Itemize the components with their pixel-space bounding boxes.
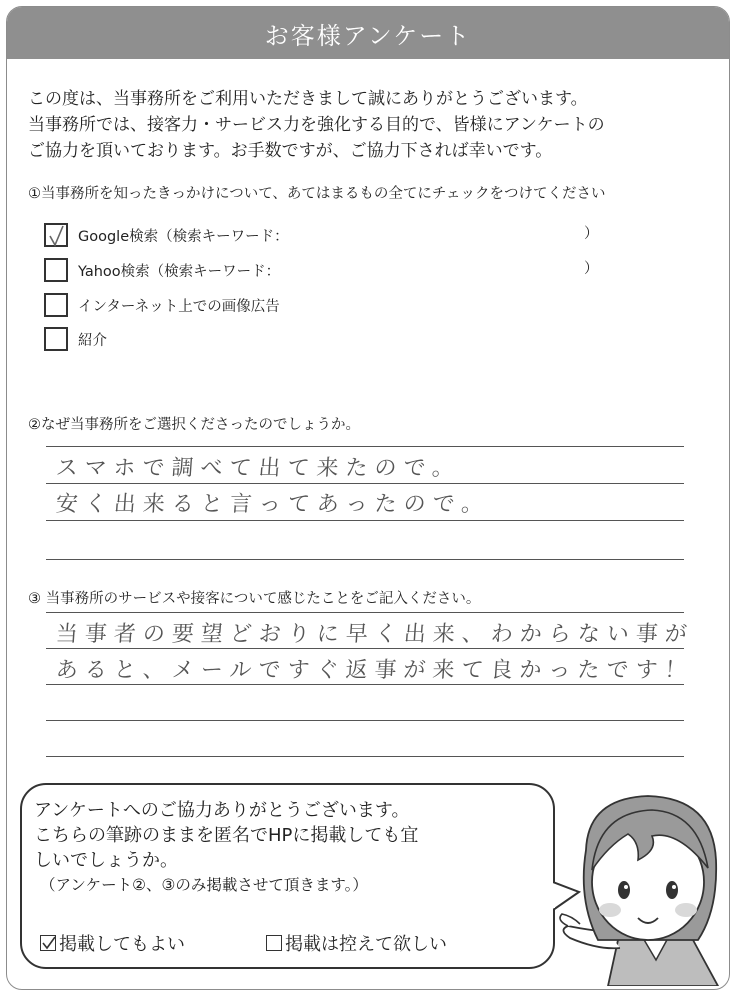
option-google[interactable]: [44, 222, 599, 248]
option-image-ad[interactable]: [44, 292, 280, 318]
question-2-label: ②なぜ当事務所をご選択くださったのでしょうか。: [28, 417, 360, 433]
option-yahoo-label: Yahoo検索（検索キーワード：: [78, 263, 281, 280]
closing-message: [34, 798, 544, 898]
consent-yes-label: 掲載してもよい: [59, 934, 185, 955]
consent-no-checkbox[interactable]: [266, 935, 282, 951]
closing-line: アンケートへのご協力ありがとうございます。: [34, 800, 410, 821]
intro-line: ご協力を頂いております。お手数ですが、ご協力下されば幸いです。: [28, 141, 553, 161]
checkbox-referral[interactable]: [44, 327, 68, 351]
q3-answer-line-1: 当事者の要望どおりに早く出来、わからない事が: [54, 622, 695, 647]
closing-line: こちらの筆跡のままを匿名でHPに掲載しても宜: [34, 825, 419, 846]
option-referral-label: 紹介: [78, 332, 107, 349]
answer-rule: [46, 520, 684, 521]
checkbox-yahoo[interactable]: [44, 258, 68, 282]
form-title: お客様アンケート: [264, 21, 472, 50]
answer-rule: [46, 648, 684, 649]
answer-rule: [46, 559, 684, 560]
consent-no-option[interactable]: [266, 930, 447, 956]
intro-line: 当事務所では、接客力・サービス力を強化する目的で、皆様にアンケートの: [28, 115, 605, 135]
closing-note: （アンケート②、③のみ掲載させて頂きます。）: [40, 876, 368, 894]
option-google-label: Google検索（検索キーワード：: [78, 228, 289, 245]
answer-rule: [46, 684, 684, 685]
answer-rule: [46, 756, 684, 757]
checkbox-image-ad[interactable]: [44, 293, 68, 317]
closing-line: しいでしょうか。: [34, 850, 178, 871]
answer-rule: [46, 483, 684, 484]
answer-rule: [46, 446, 684, 447]
q2-answer-line-1: スマホで調べて出て来たので。: [54, 456, 462, 481]
consent-yes-checkbox[interactable]: [40, 935, 56, 951]
check-mark-icon: [47, 225, 67, 247]
question-1-label: ①当事務所を知ったきっかけについて、あてはまるもの全てにチェックをつけてください: [28, 186, 606, 202]
q2-answer-line-2: 安く出来ると言ってあったので。: [54, 492, 492, 517]
header-bar: [7, 7, 729, 59]
option-image-ad-label: インターネット上での画像広告: [78, 298, 280, 315]
option-google-close: ）: [584, 226, 599, 242]
option-referral[interactable]: [44, 326, 107, 352]
option-yahoo[interactable]: [44, 257, 599, 283]
answer-rule: [46, 612, 684, 613]
q3-answer-line-2: あると、メールですぐ返事が来て良かったです！: [54, 658, 695, 683]
intro-line: この度は、当事務所をご利用いただきまして誠にありがとうございます。: [28, 89, 588, 109]
option-yahoo-close: ）: [584, 261, 599, 277]
question-3-label: ③ 当事務所のサービスや接客について感じたことをご記入ください。: [28, 591, 481, 607]
staff-girl-illustration: [548, 790, 728, 986]
intro-text: [28, 86, 708, 164]
consent-no-label: 掲載は控えて欲しい: [285, 934, 447, 955]
check-mark-icon: [41, 935, 57, 951]
checkbox-google[interactable]: [44, 223, 68, 247]
consent-yes-option[interactable]: [40, 930, 185, 956]
answer-rule: [46, 720, 684, 721]
